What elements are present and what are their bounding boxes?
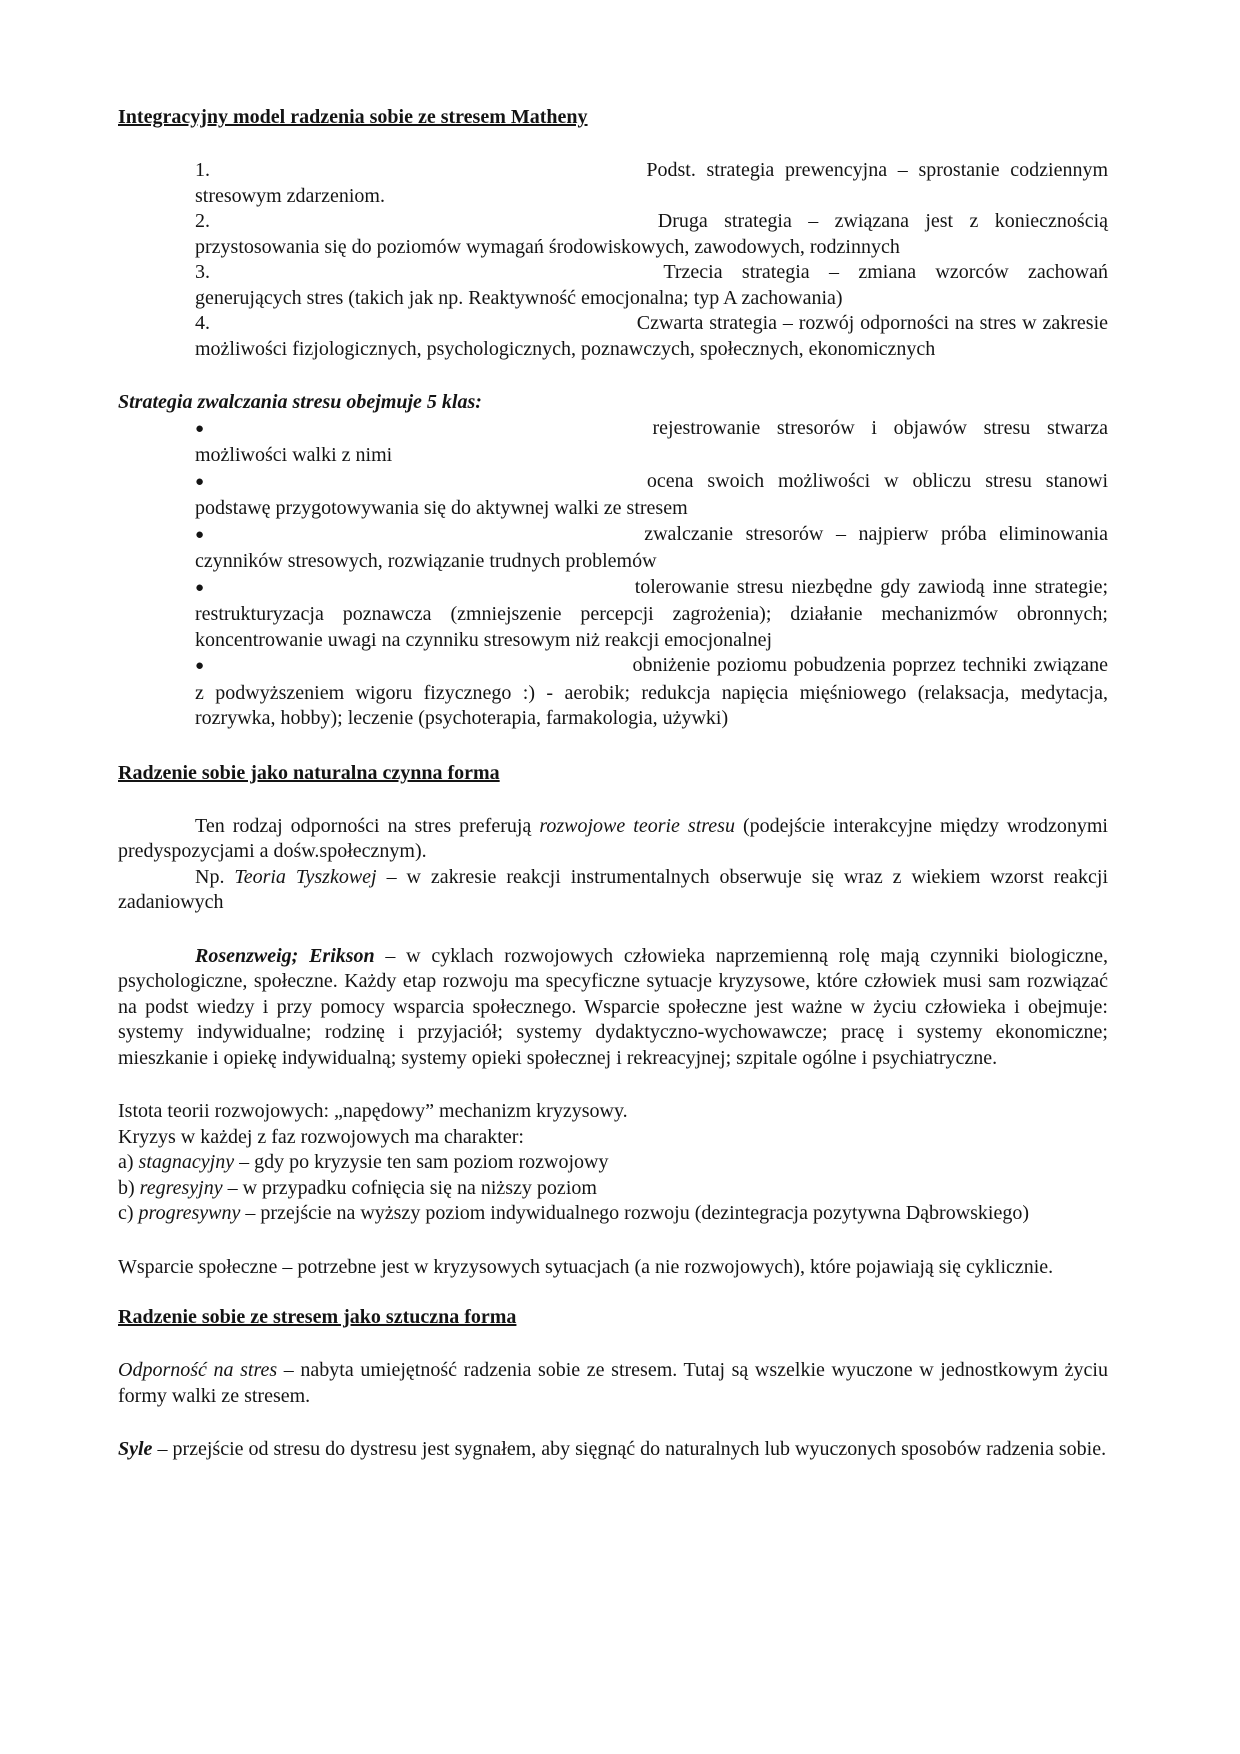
paragraph-text: – w zakresie reakcji instrumentalnych obserwuje się wraz z wiekiem wzorst reakcji zadaniowych (118, 865, 1108, 913)
item-text: Trzecia strategia – zmiana wzorców zachowań generujących stres (takich jak np. Reaktywność emocjonalna; typ A zachowania) (195, 261, 1109, 309)
paragraph-text: Ten rodzaj odporności na stres preferują (195, 814, 540, 837)
bullet-text: ocena swoich możliwości w obliczu stresu stanowi podstawę przygotowywania się do aktywnej walki ze stresem (195, 469, 1108, 519)
item-text: Druga strategia – związana jest z koniecznością przystosowania się do poziomów wymagań środowiskowych, zawodowych, rodzinnych (195, 210, 1109, 258)
numbered-item-3 (195, 260, 1108, 311)
strategy-intro: Strategia zwalczania stresu obejmuje 5 klas: (118, 391, 482, 413)
paragraph-text: – w przypadku cofnięcia się na niższy poziom (222, 1176, 597, 1199)
tab-spacer (229, 277, 644, 278)
bullet-list (118, 416, 1108, 732)
bullet-icon: ● (195, 658, 205, 674)
paragraph-text: – przejście na wyższy poziom indywidualnego rozwoju (dezintegracja pozytywna Dąbrowskiego) (240, 1202, 1030, 1224)
paragraph-odpornosc (118, 1358, 1108, 1409)
tab-spacer (212, 592, 627, 593)
paragraph-kryzys: Kryzys w każdej z faz rozwojowych ma charakter: (118, 1125, 524, 1148)
list-letter: c) (118, 1202, 139, 1224)
bullet-icon: ● (195, 579, 205, 596)
paragraph-text: (podejście interakcyjne między wrodzonymi predyspozycjami a dośw.społecznym). (118, 814, 1108, 862)
bullet-item-2 (195, 469, 1108, 522)
paragraph-text: – przejście od stresu do dystresu jest sygnałem, aby sięgnąć do naturalnych lub wyuczonych sposobów radzenia sobie. (152, 1438, 1107, 1460)
emphasis-syle: Syle (118, 1438, 153, 1460)
bullet-text: rejestrowanie stresorów i objawów stresu stwarza możliwości walki z nimi (195, 416, 1109, 466)
tab-spacer (217, 539, 632, 540)
paragraph-rosenzweig-erikson (118, 944, 1108, 1072)
emphasis-stagnacyjny: stagnacyjny (138, 1151, 235, 1173)
emphasis-rosenzweig-erikson: Rosenzweig; Erikson (195, 944, 375, 967)
bullet-item-1 (195, 416, 1108, 469)
bullet-text: zwalczanie stresorów – najpierw próba eliminowania czynników stresowych, rozwiązanie trudnych problemów (195, 522, 1109, 572)
bullet-icon: ● (195, 473, 205, 490)
paragraph-text: – gdy po kryzysie ten sam poziom rozwojowy (234, 1151, 609, 1173)
bullet-text: obniżenie poziomu pobudzenia poprzez techniki związane z podwyższeniem wigoru fizycznego :) - aerobik; redukcja napięcia mięśniowego (relaksacja, medytacja, rozrywka, hobby); leczenie (psychoterapia, farmakologia, używki) (195, 654, 1108, 729)
bullet-item-3 (195, 522, 1108, 575)
crisis-type-a (118, 1150, 1108, 1176)
tab-spacer (226, 226, 641, 227)
bullet-item-5 (195, 653, 1108, 732)
section-heading-naturalna-forma: Radzenie sobie jako naturalna czynna forma (118, 761, 500, 784)
list-letter: b) (118, 1176, 140, 1199)
tab-spacer (221, 433, 636, 434)
emphasis-odpornosc-na-stres: Odporność na stres (118, 1359, 278, 1381)
item-number: 1. (195, 159, 210, 181)
emphasis-rozwojowe-teorie: rozwojowe teorie stresu (539, 814, 735, 837)
item-number: 3. (195, 261, 210, 283)
tab-spacer (218, 486, 633, 487)
emphasis-teoria-tyszkowej: Teoria Tyszkowej (234, 865, 377, 888)
numbered-list (118, 158, 1108, 362)
numbered-item-2 (195, 209, 1108, 260)
paragraph-ten-rodzaj (118, 814, 1108, 865)
paragraph-text: – nabyta umiejętność radzenia sobie ze stresem. Tutaj są wszelkie wyuczone w jednostkowym życiu formy walki ze stresem. (118, 1359, 1108, 1407)
bullet-item-4 (195, 575, 1108, 654)
bullet-icon: ● (195, 526, 205, 543)
tab-spacer (216, 328, 631, 329)
crisis-type-b (118, 1176, 1108, 1202)
item-number: 4. (195, 312, 210, 334)
numbered-item-4 (195, 311, 1108, 362)
tab-spacer (221, 175, 636, 176)
emphasis-progresywny: progresywny (138, 1202, 241, 1224)
bullet-text: tolerowanie stresu niezbędne gdy zawiodą inne strategie; restrukturyzacja poznawcza (zmniejszenie percepcji zagrożenia); działanie mechanizmów obronnych; koncentrowanie uwagi na czynniku stresowym niż reakcji emocjonalnej (195, 575, 1109, 651)
paragraph-text: Np. (195, 865, 235, 888)
bullet-icon: ● (195, 420, 205, 437)
paragraph-wsparcie: Wsparcie społeczne – potrzebne jest w kryzysowych sytuacjach (a nie rozwojowych), które pojawiają się cyklicznie. (118, 1255, 1054, 1278)
page-title: Integracyjny model radzenia sobie ze stresem Matheny (118, 106, 588, 128)
emphasis-regresyjny: regresyjny (139, 1176, 223, 1199)
paragraph-text: – w cyklach rozwojowych człowieka naprzemienną rolę mają czynniki biologiczne, psychologiczne, społeczne. Każdy etap rozwoju ma specyficzne sytuacje kryzysowe, które człowiek musi sam rozwiązać na podst wiedzy i przy pomocy wsparcia społecznego. Wsparcie społeczne jest ważne w życiu człowieka i obejmuje: systemy indywidualne; rodzinę i przyjaciół; systemy dydaktyczno-wychowawcze; pracę i systemy ekonomiczne; mieszkanie i opiekę indywidualną; systemy opieki społecznej i rekreacyjnej; szpitale ogólne i psychiatryczne. (118, 944, 1108, 1069)
list-letter: a) (118, 1151, 139, 1173)
item-number: 2. (195, 210, 210, 232)
item-text: Podst. strategia prewencyjna – sprostanie codziennym stresowym zdarzeniom. (195, 159, 1109, 207)
numbered-item-1 (195, 158, 1108, 209)
paragraph-istota: Istota teorii rozwojowych: „napędowy” mechanizm kryzysowy. (118, 1100, 628, 1122)
section-heading-sztuczna-forma: Radzenie sobie ze stresem jako sztuczna forma (118, 1306, 517, 1328)
paragraph-syle (118, 1437, 1108, 1463)
tab-spacer (211, 670, 626, 671)
paragraph-teoria-tyszkowej (118, 865, 1108, 916)
crisis-type-c (118, 1201, 1108, 1227)
item-text: Czwarta strategia – rozwój odporności na stres w zakresie możliwości fizjologicznych, psychologicznych, poznawczych, społecznych, ekonomicznych (195, 312, 1109, 360)
